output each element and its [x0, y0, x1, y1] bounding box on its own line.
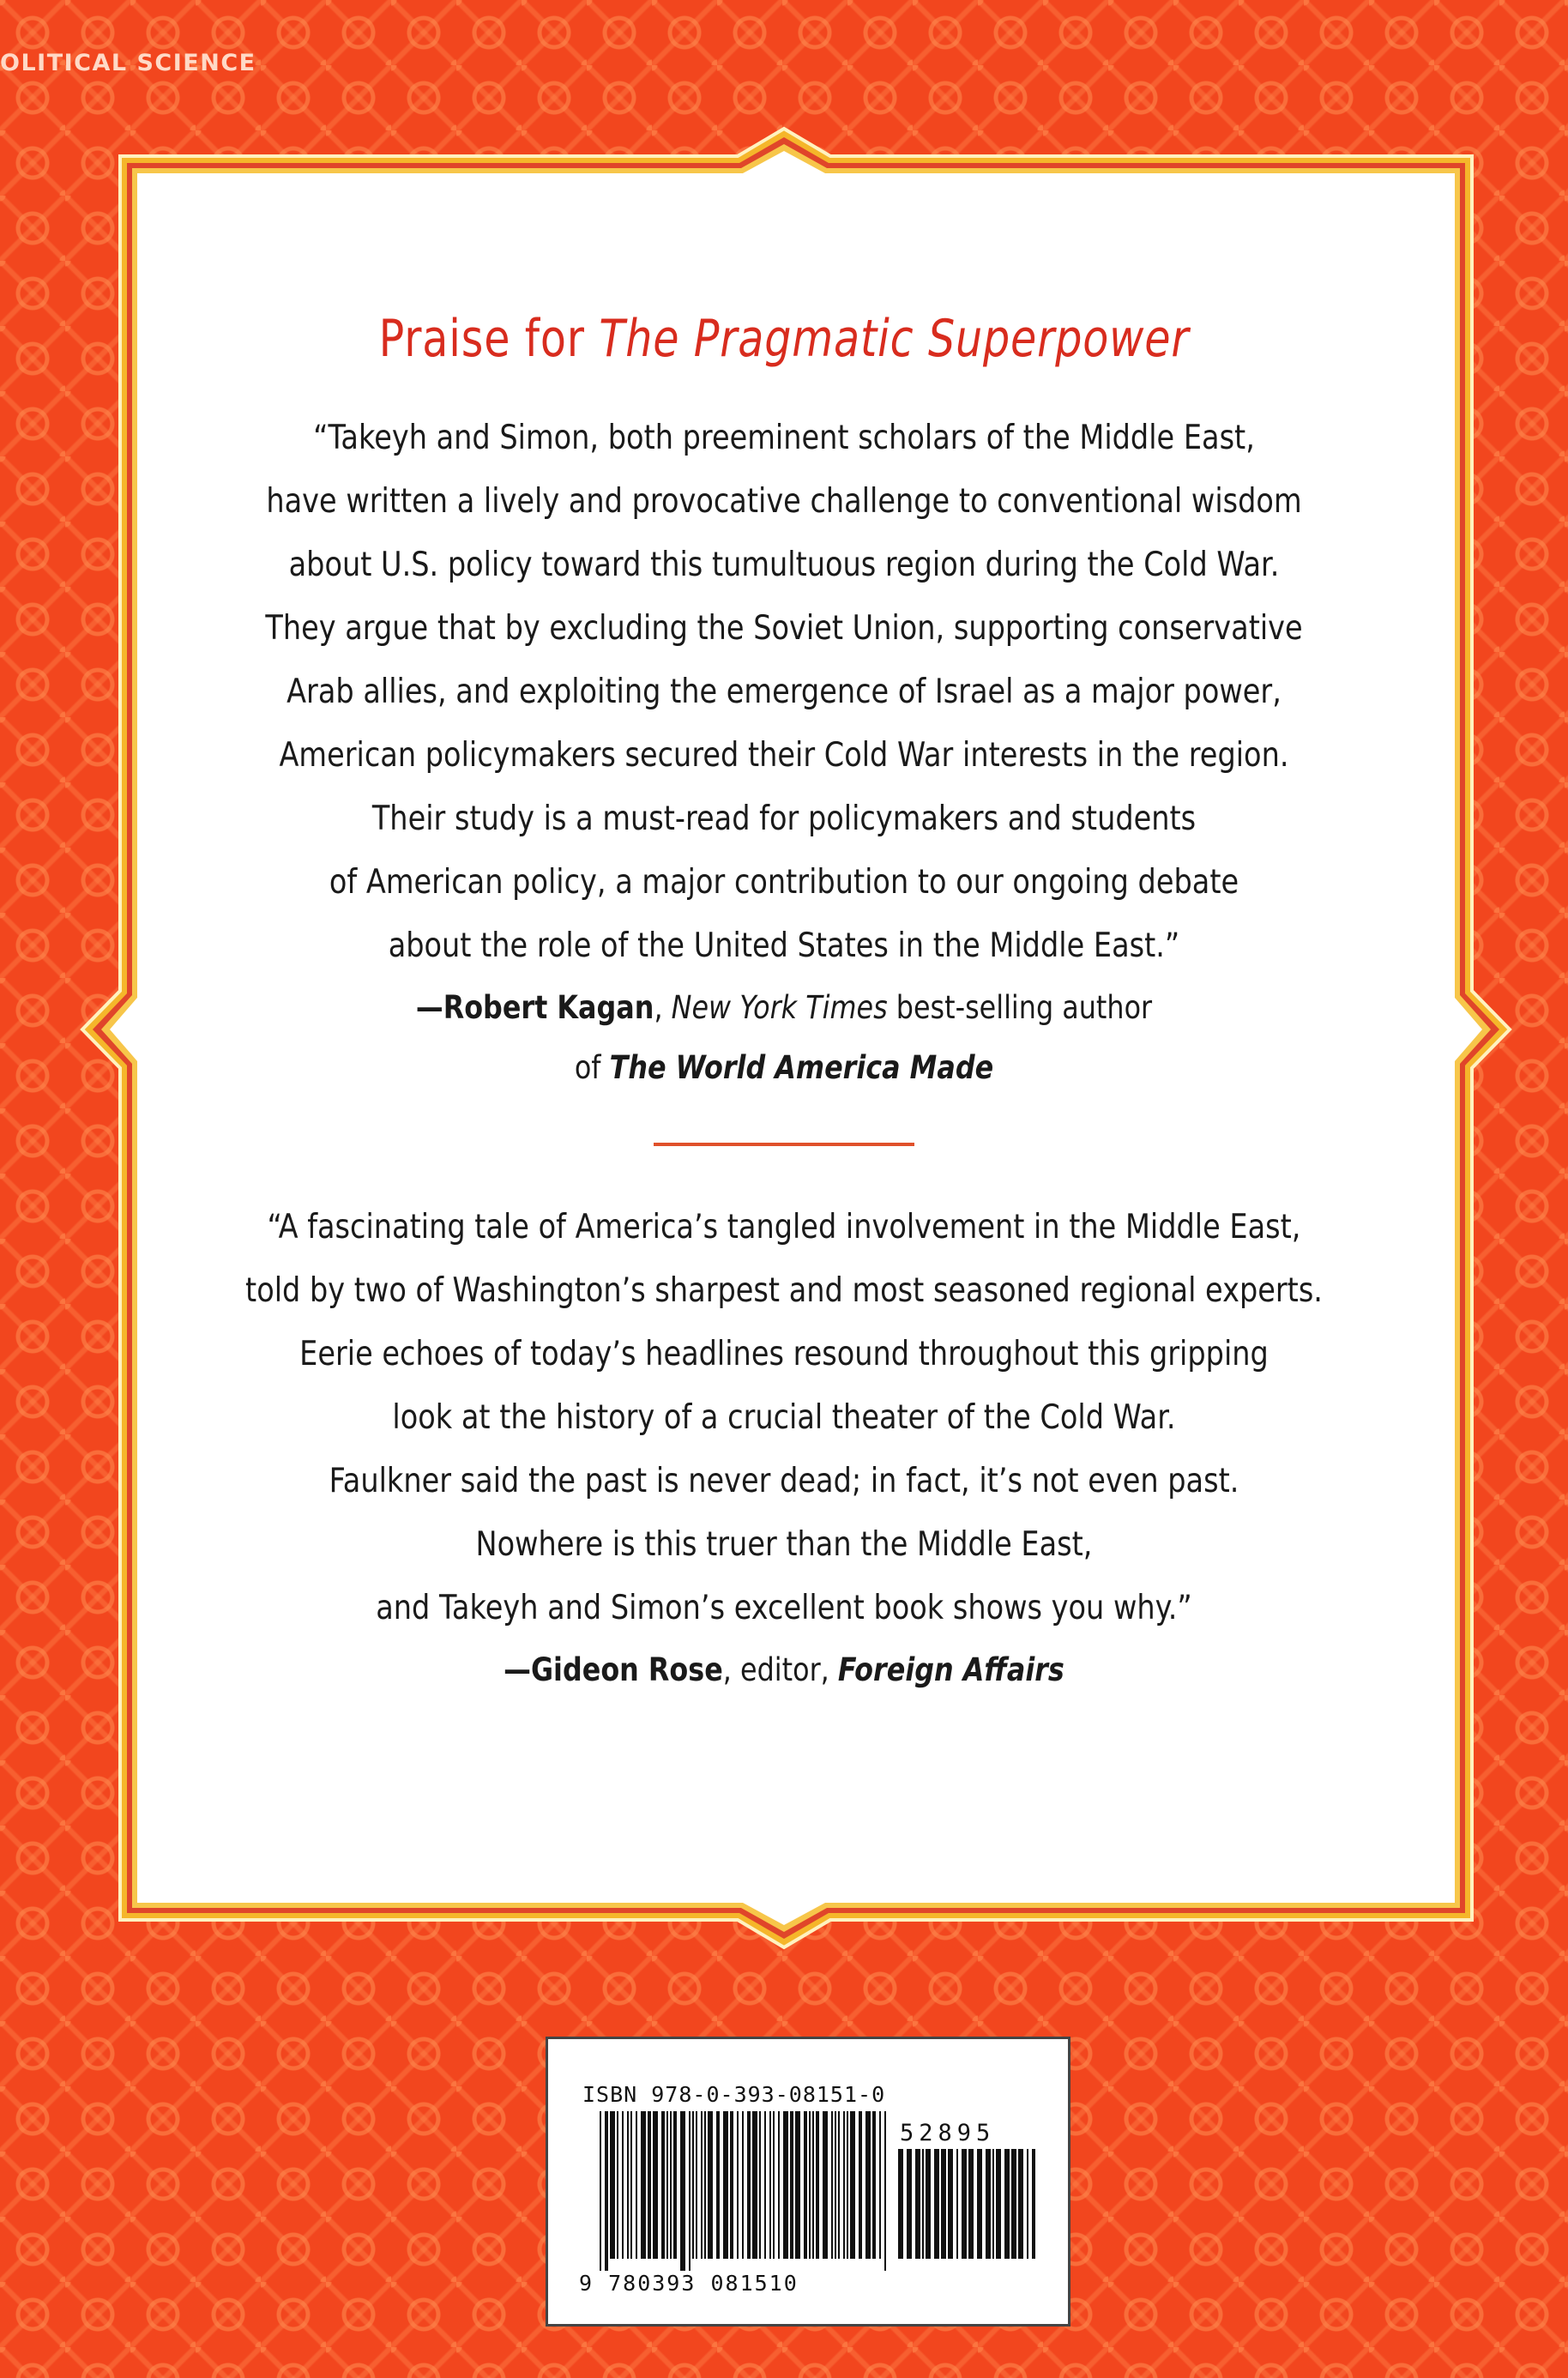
quote-line: have written a lively and provocative challenge to conventional wisdom — [266, 482, 1302, 521]
barcode-bar — [898, 2149, 903, 2259]
barcode-bar — [843, 2111, 845, 2259]
barcode-bar — [769, 2111, 771, 2259]
quote-line: Arab allies, and exploiting the emergence of Israel as a major power, — [286, 673, 1282, 711]
barcode-bar — [1032, 2149, 1035, 2259]
barcode-bar — [666, 2111, 668, 2259]
quote-line: “A fascinating tale of America’s tangled involvement in the Middle East, — [267, 1208, 1301, 1246]
praise-heading-prefix: Praise for — [378, 309, 600, 369]
barcode-bar — [752, 2111, 757, 2259]
section-divider — [654, 1143, 914, 1146]
barcode-bar — [1027, 2149, 1028, 2259]
barcode-bar — [723, 2111, 728, 2259]
barcode-bar — [759, 2111, 761, 2259]
barcode-bar — [680, 2111, 685, 2271]
barcode-bar — [617, 2111, 618, 2259]
barcode-bar — [992, 2149, 994, 2259]
barcode-bar — [804, 2111, 807, 2259]
barcode-bar — [809, 2111, 811, 2259]
barcode-bar — [622, 2111, 624, 2259]
barcode-bar — [630, 2111, 632, 2259]
quote-line: Nowhere is this truer than the Middle East, — [475, 1525, 1093, 1564]
barcode-bar — [605, 2111, 608, 2271]
attribution-name: —Robert Kagan — [415, 989, 654, 1026]
quote-line: Their study is a must-read for policymakers and students — [371, 800, 1197, 838]
barcode-bar — [948, 2149, 953, 2259]
barcode-bar — [600, 2111, 601, 2271]
barcode-bar — [610, 2111, 615, 2259]
barcode-bar — [934, 2149, 939, 2259]
barcode-bar — [812, 2111, 814, 2259]
category-label: OLITICAL SCIENCE — [0, 50, 256, 76]
barcode-bar — [865, 2111, 871, 2259]
barcode-bar — [689, 2111, 691, 2271]
barcode-bar — [1004, 2149, 1010, 2259]
barcode-bar — [641, 2111, 646, 2259]
barcode-bar — [696, 2111, 697, 2259]
attribution-name: —Gideon Rose — [504, 1651, 723, 1688]
barcode-bar — [977, 2149, 982, 2259]
quote-line: American policymakers secured their Cold War interests in the region. — [279, 736, 1289, 775]
barcode-bar — [859, 2111, 862, 2259]
barcode-bar — [790, 2111, 793, 2259]
barcode-bar — [831, 2111, 833, 2259]
quote-line: told by two of Washington’s sharpest and most seasoned regional experts. — [245, 1271, 1323, 1310]
barcode-bar — [737, 2111, 739, 2259]
attribution-role: , editor, — [722, 1651, 838, 1688]
barcode-bar — [941, 2149, 946, 2259]
praise-heading — [268, 309, 1300, 369]
barcode-bar — [783, 2111, 788, 2259]
attribution-role: best-selling author — [896, 989, 1153, 1026]
barcode-bar — [747, 2111, 751, 2259]
barcode-bar — [915, 2149, 920, 2259]
barcode-bar — [716, 2111, 720, 2259]
attribution-kagan-line1 — [243, 978, 1325, 1038]
attribution-comma: , — [654, 989, 663, 1026]
quote-line: Faulkner said the past is never dead; in fact, it’s not even past. — [329, 1462, 1239, 1500]
barcode-bar — [661, 2111, 665, 2259]
quote-line: about U.S. policy toward this tumultuous region during the Cold War. — [288, 546, 1280, 584]
attribution-book-title: The World America Made — [609, 1049, 994, 1086]
barcode-bar — [708, 2111, 713, 2259]
barcode-bar — [823, 2111, 828, 2259]
barcode-bar — [773, 2111, 775, 2259]
barcode-bar — [701, 2111, 703, 2259]
barcode-supplement-bars — [898, 2149, 1035, 2271]
barcode-bar — [795, 2111, 800, 2259]
barcode-bar — [730, 2111, 733, 2259]
barcode-bar — [692, 2111, 694, 2259]
barcode-bar — [673, 2111, 677, 2259]
barcode-bar — [627, 2111, 629, 2259]
barcode-bar — [838, 2111, 840, 2259]
price-code: 52895 — [900, 2120, 996, 2146]
barcode-label — [546, 2037, 1070, 2327]
barcode-digits: 9 780393 081510 — [579, 2271, 799, 2296]
praise-heading-book-title: The Pragmatic Superpower — [599, 309, 1190, 369]
barcode-bar — [670, 2111, 672, 2259]
barcode-bar — [847, 2111, 848, 2259]
attribution-rose — [243, 1640, 1325, 1700]
quote-line: Eerie echoes of today’s headlines resound throughout this gripping — [299, 1335, 1269, 1373]
praise-content — [154, 309, 1414, 1700]
isbn-text: ISBN 978-0-393-08151-0 — [582, 2082, 886, 2107]
barcode-bar — [704, 2111, 706, 2259]
quote-line: They argue that by excluding the Soviet Union, supporting conservative — [265, 609, 1303, 648]
barcode-bar — [835, 2111, 836, 2259]
barcode-bar — [996, 2149, 1001, 2259]
quote-line: of American policy, a major contribution to our ongoing debate — [329, 863, 1239, 902]
attribution-publication: Foreign Affairs — [837, 1651, 1064, 1688]
attribution-of: of — [574, 1049, 601, 1086]
barcode-main-bars — [600, 2111, 891, 2271]
barcode-bar — [648, 2111, 651, 2259]
barcode-bar — [872, 2111, 876, 2259]
barcode-bar — [653, 2111, 658, 2259]
quote-line: about the role of the United States in the Middle East.” — [388, 926, 1180, 965]
barcode-bar — [956, 2149, 958, 2259]
barcode-bar — [884, 2111, 886, 2271]
attribution-publication: New York Times — [671, 989, 888, 1026]
barcode-bar — [850, 2111, 855, 2259]
barcode-bar — [986, 2149, 991, 2259]
barcode-bar — [962, 2149, 967, 2259]
quote-line: “Takeyh and Simon, both preeminent scholars of the Middle East, — [313, 419, 1255, 457]
barcode-bar — [1018, 2149, 1023, 2259]
barcode-bar — [968, 2149, 974, 2259]
barcode-bar — [922, 2149, 924, 2259]
barcode-bar — [816, 2111, 819, 2259]
barcode-bar — [742, 2111, 744, 2259]
quote-line: and Takeyh and Simon’s excellent book shows you why.” — [376, 1589, 1192, 1627]
barcode-bar — [879, 2111, 881, 2259]
quote-kagan — [154, 407, 1414, 1098]
quote-rose — [154, 1196, 1414, 1700]
barcode-bar — [907, 2149, 912, 2259]
barcode-bar — [1011, 2149, 1016, 2259]
barcode-bar — [926, 2149, 931, 2259]
barcode-bar — [764, 2111, 766, 2259]
barcode-bar — [636, 2111, 637, 2259]
quote-line: look at the history of a crucial theater of the Cold War. — [392, 1398, 1176, 1437]
attribution-kagan-line2 — [243, 1038, 1325, 1098]
barcode-bar — [778, 2111, 780, 2259]
